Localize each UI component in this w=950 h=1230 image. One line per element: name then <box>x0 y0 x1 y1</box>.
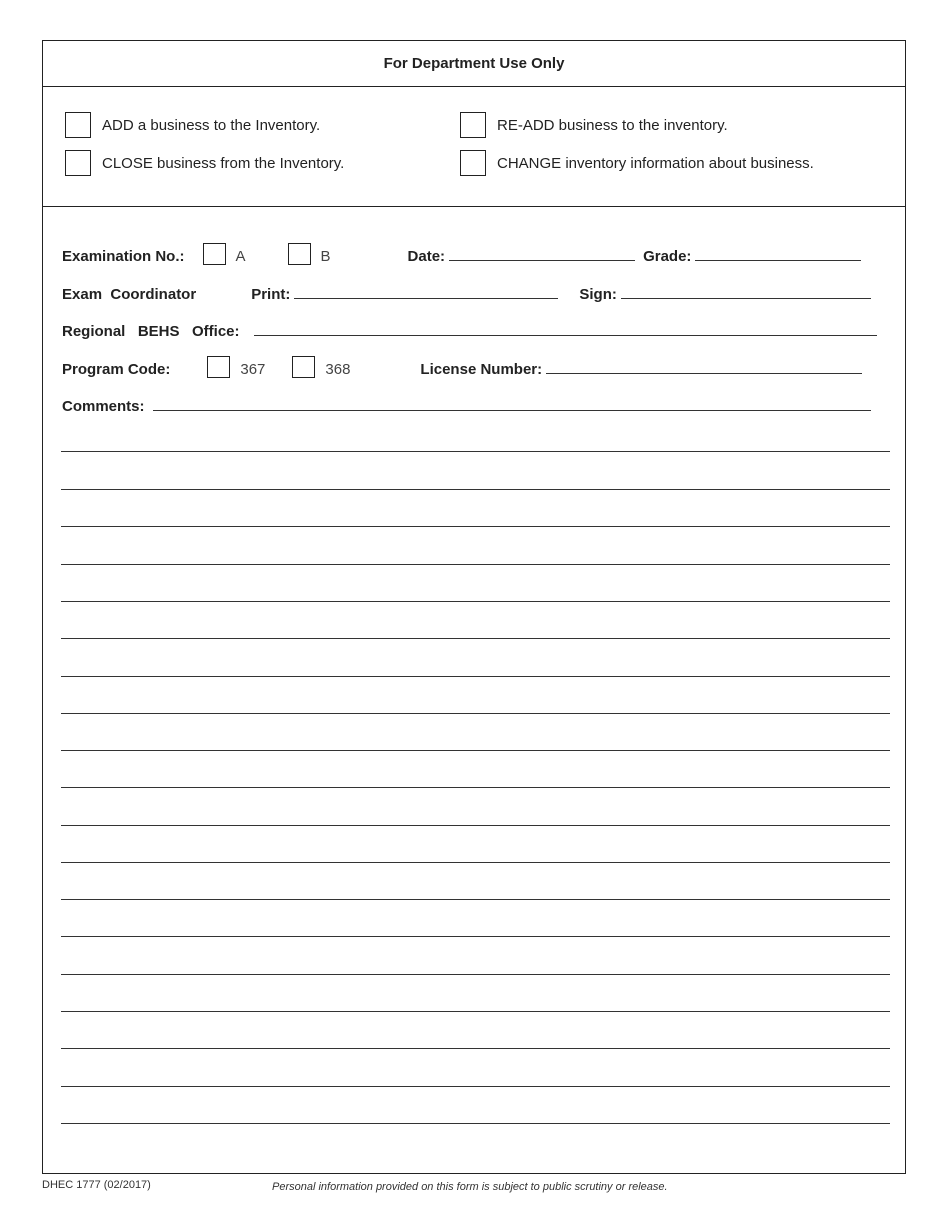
regional-office-field[interactable] <box>254 334 877 336</box>
program-row <box>62 356 862 378</box>
exam-b-checkbox[interactable] <box>288 243 311 265</box>
option-change <box>460 150 814 176</box>
print-label: Print: <box>251 286 291 303</box>
program-367-checkbox[interactable] <box>207 356 230 378</box>
comment-line[interactable] <box>61 564 890 565</box>
comments-label: Comments: <box>62 398 145 415</box>
comment-line[interactable] <box>61 750 890 751</box>
date-field[interactable] <box>449 259 635 261</box>
comment-line[interactable] <box>61 825 890 826</box>
license-number-label: License Number: <box>420 361 543 378</box>
add-checkbox[interactable] <box>65 112 91 138</box>
comment-line[interactable] <box>61 489 890 490</box>
comment-line[interactable] <box>61 1048 890 1049</box>
exam-b-label: B <box>320 248 331 265</box>
exam-a-checkbox[interactable] <box>203 243 226 265</box>
comments-row <box>62 393 871 415</box>
option-readd <box>460 112 728 138</box>
comments-field[interactable] <box>153 409 871 411</box>
comment-line[interactable] <box>61 787 890 788</box>
comment-line[interactable] <box>61 899 890 900</box>
sign-field[interactable] <box>621 297 871 299</box>
program-368-label: 368 <box>325 361 351 378</box>
exam-row <box>62 243 861 265</box>
program-367-label: 367 <box>240 361 266 378</box>
close-label: CLOSE business from the Inventory. <box>102 154 345 172</box>
grade-label: Grade: <box>643 248 692 265</box>
grade-field[interactable] <box>695 259 861 261</box>
close-checkbox[interactable] <box>65 150 91 176</box>
option-add <box>65 112 320 138</box>
comment-line[interactable] <box>61 638 890 639</box>
add-label: ADD a business to the Inventory. <box>102 116 321 134</box>
form-code: DHEC 1777 (02/2017) <box>42 1179 151 1191</box>
comment-line[interactable] <box>61 1086 890 1087</box>
change-checkbox[interactable] <box>460 150 486 176</box>
exam-no-label: Examination No.: <box>62 248 185 265</box>
department-use-form <box>42 40 906 1174</box>
readd-label: RE-ADD business to the inventory. <box>497 116 728 134</box>
sign-label: Sign: <box>579 286 617 303</box>
regional-row <box>62 318 877 340</box>
coordinator-label: Exam Coordinator <box>62 286 197 303</box>
program-368-checkbox[interactable] <box>292 356 315 378</box>
option-close <box>65 150 344 176</box>
header-title: For Department Use Only <box>383 55 565 72</box>
change-label: CHANGE inventory information about business. <box>497 154 814 172</box>
privacy-notice: Personal information provided on this form is subject to public scrutiny or release. <box>272 1181 668 1193</box>
coordinator-row <box>62 281 871 303</box>
comment-line[interactable] <box>61 601 890 602</box>
date-label: Date: <box>407 248 446 265</box>
comment-line[interactable] <box>61 974 890 975</box>
comment-line[interactable] <box>61 862 890 863</box>
comment-line[interactable] <box>61 936 890 937</box>
inventory-options <box>43 87 905 207</box>
comment-line[interactable] <box>61 451 890 452</box>
comment-line[interactable] <box>61 1011 890 1012</box>
form-header <box>43 41 905 87</box>
comment-line[interactable] <box>61 676 890 677</box>
license-number-field[interactable] <box>546 372 862 374</box>
comment-line[interactable] <box>61 1123 890 1124</box>
comment-line[interactable] <box>61 713 890 714</box>
regional-office-label: Regional BEHS Office: <box>62 323 240 340</box>
exam-a-label: A <box>235 248 246 265</box>
readd-checkbox[interactable] <box>460 112 486 138</box>
program-code-label: Program Code: <box>62 361 171 378</box>
comment-line[interactable] <box>61 526 890 527</box>
print-field[interactable] <box>294 297 558 299</box>
